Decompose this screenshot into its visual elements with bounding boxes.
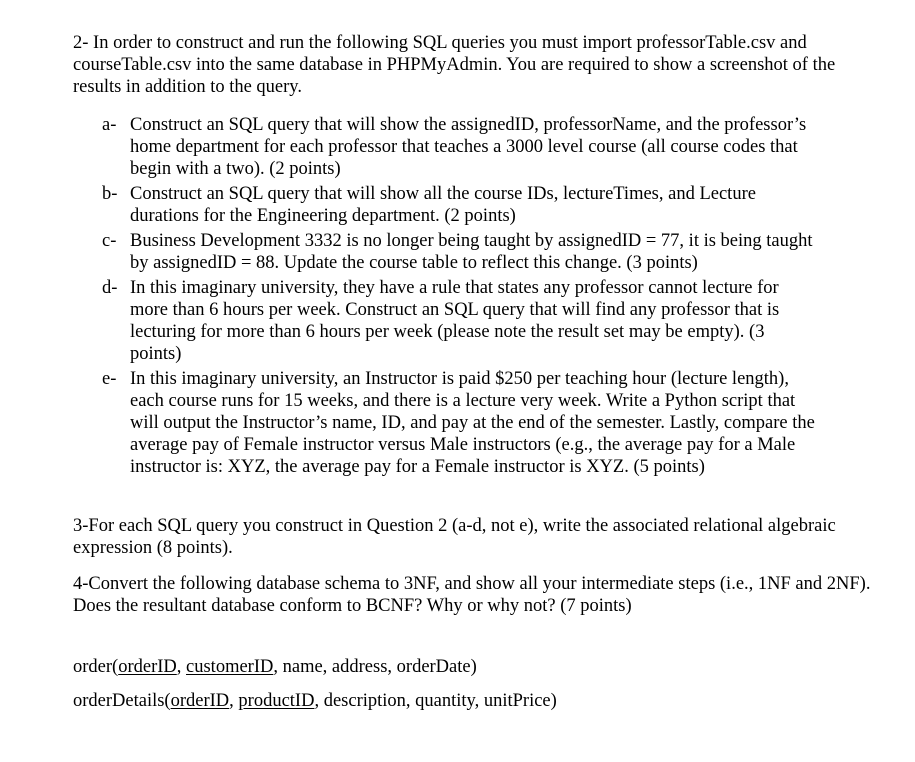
part-text: In this imaginary university, an Instructor is paid $250 per teaching hour (lecture length), each course runs for 15 weeks, and there is a lecture very week. Write a Python script that will output the Instructor’s name, ID, and pay at the end of the semester. Lastly, compare the average pay of Female instructor versus Male instructors (e.g., the average pay for a Male instructor is: XYZ, the average pay for a Female instructor is XYZ. (5 points) xyxy=(130,369,815,477)
question-3: 3-For each SQL query you construct in Question 2 (a-d, not e), write the associated relational algebraic expression (8 points). xyxy=(73,516,836,558)
relation-name: orderDetails( xyxy=(73,691,171,711)
document xyxy=(73,32,873,712)
question-2-part-a xyxy=(102,114,873,180)
question-2-part-b xyxy=(102,183,873,227)
part-marker: e- xyxy=(102,369,117,389)
question-2-part-e xyxy=(102,368,873,478)
part-marker: b- xyxy=(102,184,118,204)
relation-attributes: , description, quantity, unitPrice) xyxy=(314,691,557,711)
question-2-part-c xyxy=(102,230,873,274)
part-marker: c- xyxy=(102,231,117,251)
separator: , xyxy=(229,691,239,711)
part-marker: a- xyxy=(102,115,117,135)
separator: , xyxy=(176,657,187,677)
question-2-part-d xyxy=(102,277,873,365)
part-text: Construct an SQL query that will show all the course IDs, lectureTimes, and Lecture durations for the Engineering department. (2 points) xyxy=(130,184,756,226)
relation-name: order( xyxy=(73,657,119,677)
part-marker: d- xyxy=(102,278,118,298)
question-2-intro: 2- In order to construct and run the following SQL queries you must import professorTable.csv and courseTable.csv into the same database in PHPMyAdmin. You are required to show a screenshot of the results in addition to the query. xyxy=(73,33,836,97)
relation-attributes: , name, address, orderDate) xyxy=(273,657,477,677)
part-text: Construct an SQL query that will show the assignedID, professorName, and the professor’s home department for each professor that teaches a 3000 level course (all course codes that begin with a two). (2 points) xyxy=(130,115,807,179)
part-text: Business Development 3332 is no longer being taught by assignedID = 77, it is being taught by assignedID = 88. Update the course table to reflect this change. (3 points) xyxy=(130,231,813,273)
primary-key-attribute: productID xyxy=(238,691,315,711)
primary-key-attribute: orderID xyxy=(118,657,177,677)
primary-key-attribute: orderID xyxy=(170,691,230,711)
primary-key-attribute: customerID xyxy=(186,657,274,677)
question-4: 4-Convert the following database schema to 3NF, and show all your intermediate steps (i.e., 1NF and 2NF). Does the resultant database conform to BCNF? Why or why not? (7 points) xyxy=(73,574,871,616)
schema-order-details xyxy=(73,690,873,712)
schema-order xyxy=(73,656,873,678)
part-text: In this imaginary university, they have a rule that states any professor cannot lecture for more than 6 hours per week. Construct an SQL query that will find any professor that is lecturing for more than 6 hours per week (please note the result set may be empty). (3 points) xyxy=(130,278,780,364)
question-2-parts xyxy=(73,114,873,478)
